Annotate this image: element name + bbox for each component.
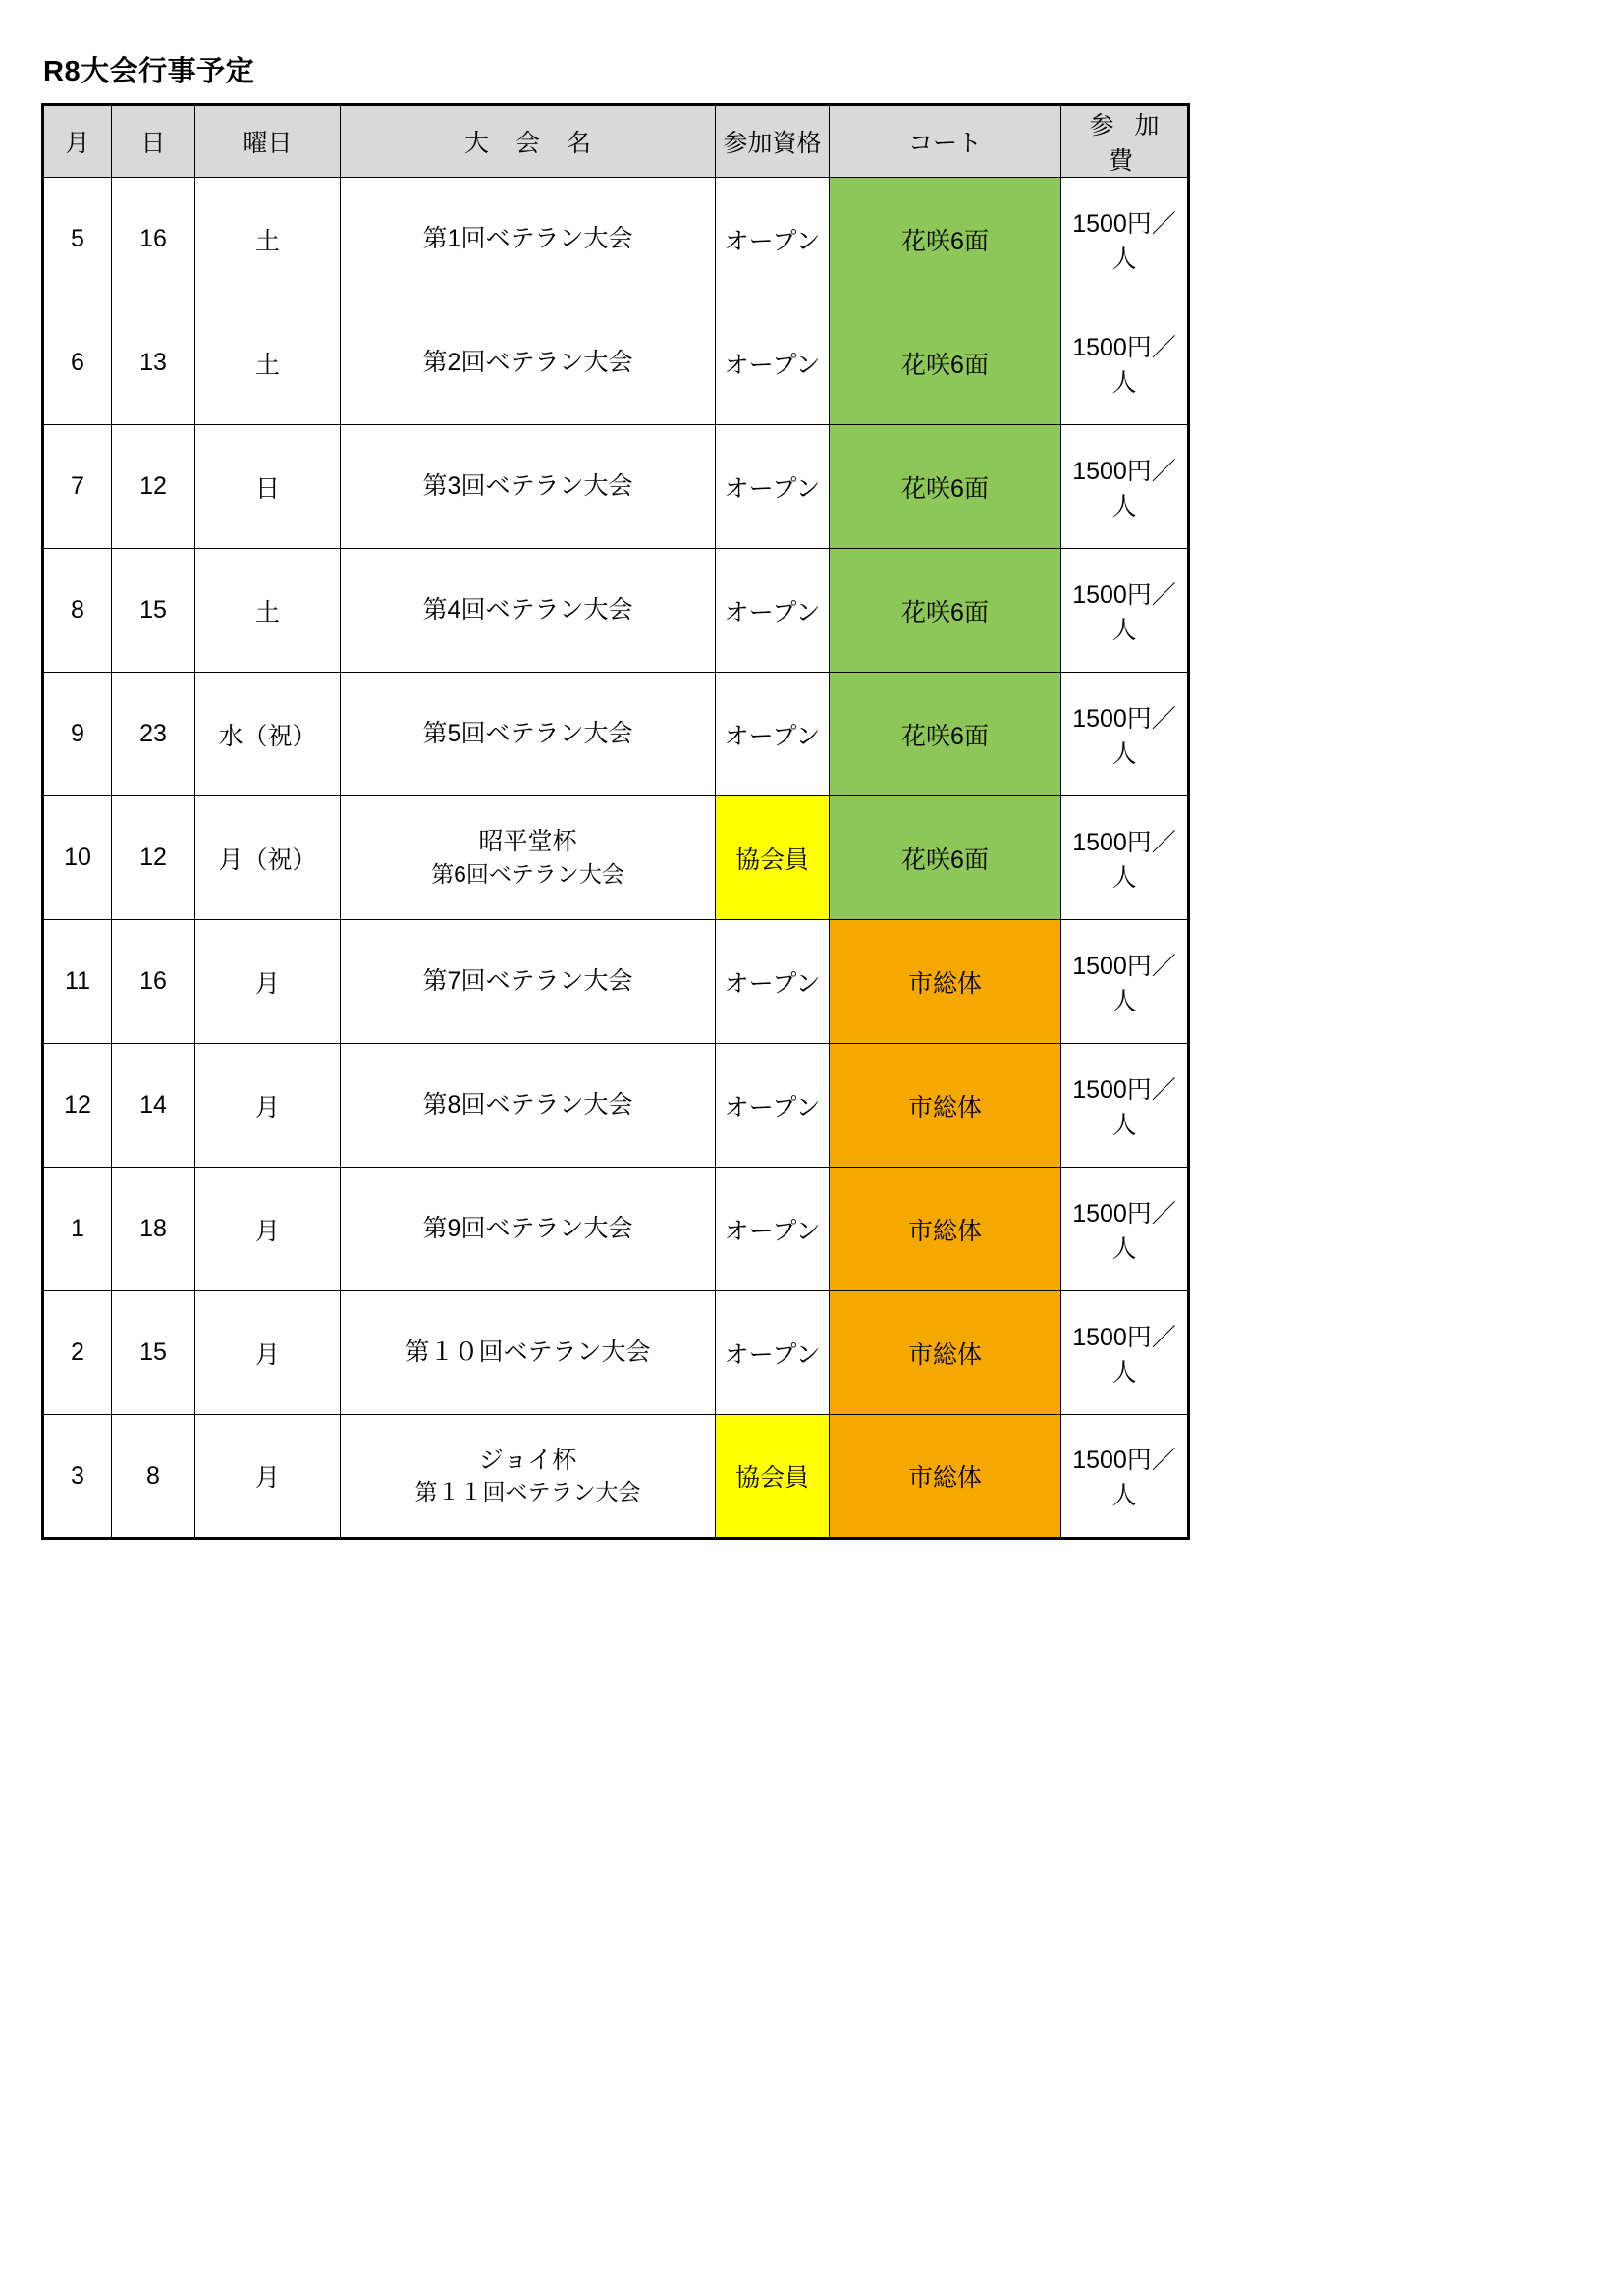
table-row [43, 1291, 1189, 1415]
cell-fee: 1500円／人 [1061, 673, 1189, 796]
cell-court: 花咲6面 [830, 549, 1061, 673]
table-row [43, 673, 1189, 796]
cell-day: 14 [112, 1044, 195, 1168]
cell-qualification: オープン [716, 920, 830, 1044]
cell-qualification: 協会員 [716, 796, 830, 920]
tournament-schedule-table [41, 103, 1190, 1540]
cell-day-of-week: 月 [195, 1044, 341, 1168]
table-header [43, 105, 1189, 178]
cell-fee: 1500円／人 [1061, 1044, 1189, 1168]
cell-month: 1 [43, 1168, 112, 1291]
cell-fee: 1500円／人 [1061, 425, 1189, 549]
cell-day: 16 [112, 178, 195, 301]
header-row [43, 105, 1189, 178]
cell-court: 花咲6面 [830, 301, 1061, 425]
cell-day: 16 [112, 920, 195, 1044]
tournament-name-sponsor: ジョイ杯 [478, 1446, 577, 1474]
table-row [43, 1415, 1189, 1539]
cell-day: 15 [112, 1291, 195, 1415]
cell-court: 花咲6面 [830, 178, 1061, 301]
cell-tournament-name [341, 673, 716, 796]
cell-fee: 1500円／人 [1061, 1168, 1189, 1291]
column-header-month: 月 [43, 105, 112, 178]
cell-fee: 1500円／人 [1061, 1415, 1189, 1539]
cell-day-of-week: 土 [195, 549, 341, 673]
tournament-name-main: 第１１回ベテラン大会 [414, 1479, 641, 1505]
cell-fee: 1500円／人 [1061, 1291, 1189, 1415]
tournament-name-main: 第9回ベテラン大会 [422, 1214, 633, 1242]
cell-day: 15 [112, 549, 195, 673]
table-row [43, 1168, 1189, 1291]
cell-day-of-week: 月 [195, 1291, 341, 1415]
column-header-qualification: 参加資格 [716, 105, 830, 178]
cell-court: 花咲6面 [830, 425, 1061, 549]
cell-month: 9 [43, 673, 112, 796]
cell-day: 8 [112, 1415, 195, 1539]
table-row [43, 425, 1189, 549]
tournament-name-main: 第6回ベテラン大会 [431, 860, 624, 887]
table-row [43, 178, 1189, 301]
cell-qualification: オープン [716, 425, 830, 549]
cell-month: 2 [43, 1291, 112, 1415]
cell-tournament-name [341, 920, 716, 1044]
tournament-name-main: 第3回ベテラン大会 [422, 471, 633, 500]
tournament-name-main: 第8回ベテラン大会 [422, 1090, 633, 1119]
tournament-name-main: 第7回ベテラン大会 [422, 966, 633, 995]
cell-month: 6 [43, 301, 112, 425]
cell-tournament-name [341, 1291, 716, 1415]
cell-month: 7 [43, 425, 112, 549]
cell-day-of-week: 土 [195, 301, 341, 425]
cell-day-of-week: 土 [195, 178, 341, 301]
tournament-name-main: 第2回ベテラン大会 [422, 348, 633, 376]
table-row [43, 549, 1189, 673]
table-row [43, 1044, 1189, 1168]
cell-court: 市総体 [830, 1168, 1061, 1291]
cell-court: 花咲6面 [830, 796, 1061, 920]
cell-qualification: オープン [716, 1291, 830, 1415]
table-row [43, 920, 1189, 1044]
tournament-name-main: 第１０回ベテラン大会 [405, 1338, 651, 1366]
cell-day: 12 [112, 425, 195, 549]
column-header-day: 日 [112, 105, 195, 178]
cell-qualification: オープン [716, 673, 830, 796]
column-header-court: コート [830, 105, 1061, 178]
cell-court: 市総体 [830, 1291, 1061, 1415]
cell-tournament-name [341, 1168, 716, 1291]
cell-month: 11 [43, 920, 112, 1044]
cell-day-of-week: 月 [195, 1415, 341, 1539]
tournament-name-main: 第1回ベテラン大会 [422, 224, 633, 252]
cell-day: 12 [112, 796, 195, 920]
tournament-name-main: 第4回ベテラン大会 [422, 595, 633, 624]
cell-tournament-name [341, 1044, 716, 1168]
cell-tournament-name [341, 1415, 716, 1539]
cell-month: 10 [43, 796, 112, 920]
cell-fee: 1500円／人 [1061, 301, 1189, 425]
cell-qualification: オープン [716, 549, 830, 673]
table-row [43, 796, 1189, 920]
column-header-dow: 曜日 [195, 105, 341, 178]
cell-court: 市総体 [830, 920, 1061, 1044]
cell-day: 23 [112, 673, 195, 796]
cell-qualification: オープン [716, 1168, 830, 1291]
cell-tournament-name [341, 796, 716, 920]
table-body [43, 178, 1189, 1539]
table-row [43, 301, 1189, 425]
page-title: R8大会行事予定 [43, 56, 255, 87]
cell-day-of-week: 水（祝） [195, 673, 341, 796]
cell-tournament-name [341, 178, 716, 301]
cell-day-of-week: 日 [195, 425, 341, 549]
cell-qualification: 協会員 [716, 1415, 830, 1539]
cell-fee: 1500円／人 [1061, 549, 1189, 673]
tournament-name-main: 第5回ベテラン大会 [422, 719, 633, 747]
cell-tournament-name [341, 301, 716, 425]
cell-tournament-name [341, 549, 716, 673]
cell-day: 13 [112, 301, 195, 425]
cell-qualification: オープン [716, 301, 830, 425]
cell-month: 8 [43, 549, 112, 673]
cell-qualification: オープン [716, 178, 830, 301]
cell-qualification: オープン [716, 1044, 830, 1168]
cell-court: 花咲6面 [830, 673, 1061, 796]
cell-fee: 1500円／人 [1061, 178, 1189, 301]
cell-day-of-week: 月 [195, 920, 341, 1044]
cell-fee: 1500円／人 [1061, 920, 1189, 1044]
cell-fee: 1500円／人 [1061, 796, 1189, 920]
cell-month: 3 [43, 1415, 112, 1539]
cell-day: 18 [112, 1168, 195, 1291]
column-header-fee: 参 加 費 [1061, 105, 1189, 178]
cell-day-of-week: 月 [195, 1168, 341, 1291]
cell-day-of-week: 月（祝） [195, 796, 341, 920]
column-header-name: 大 会 名 [341, 105, 716, 178]
cell-tournament-name [341, 425, 716, 549]
cell-court: 市総体 [830, 1415, 1061, 1539]
tournament-name-sponsor: 昭平堂杯 [478, 828, 577, 856]
cell-month: 5 [43, 178, 112, 301]
cell-month: 12 [43, 1044, 112, 1168]
cell-court: 市総体 [830, 1044, 1061, 1168]
